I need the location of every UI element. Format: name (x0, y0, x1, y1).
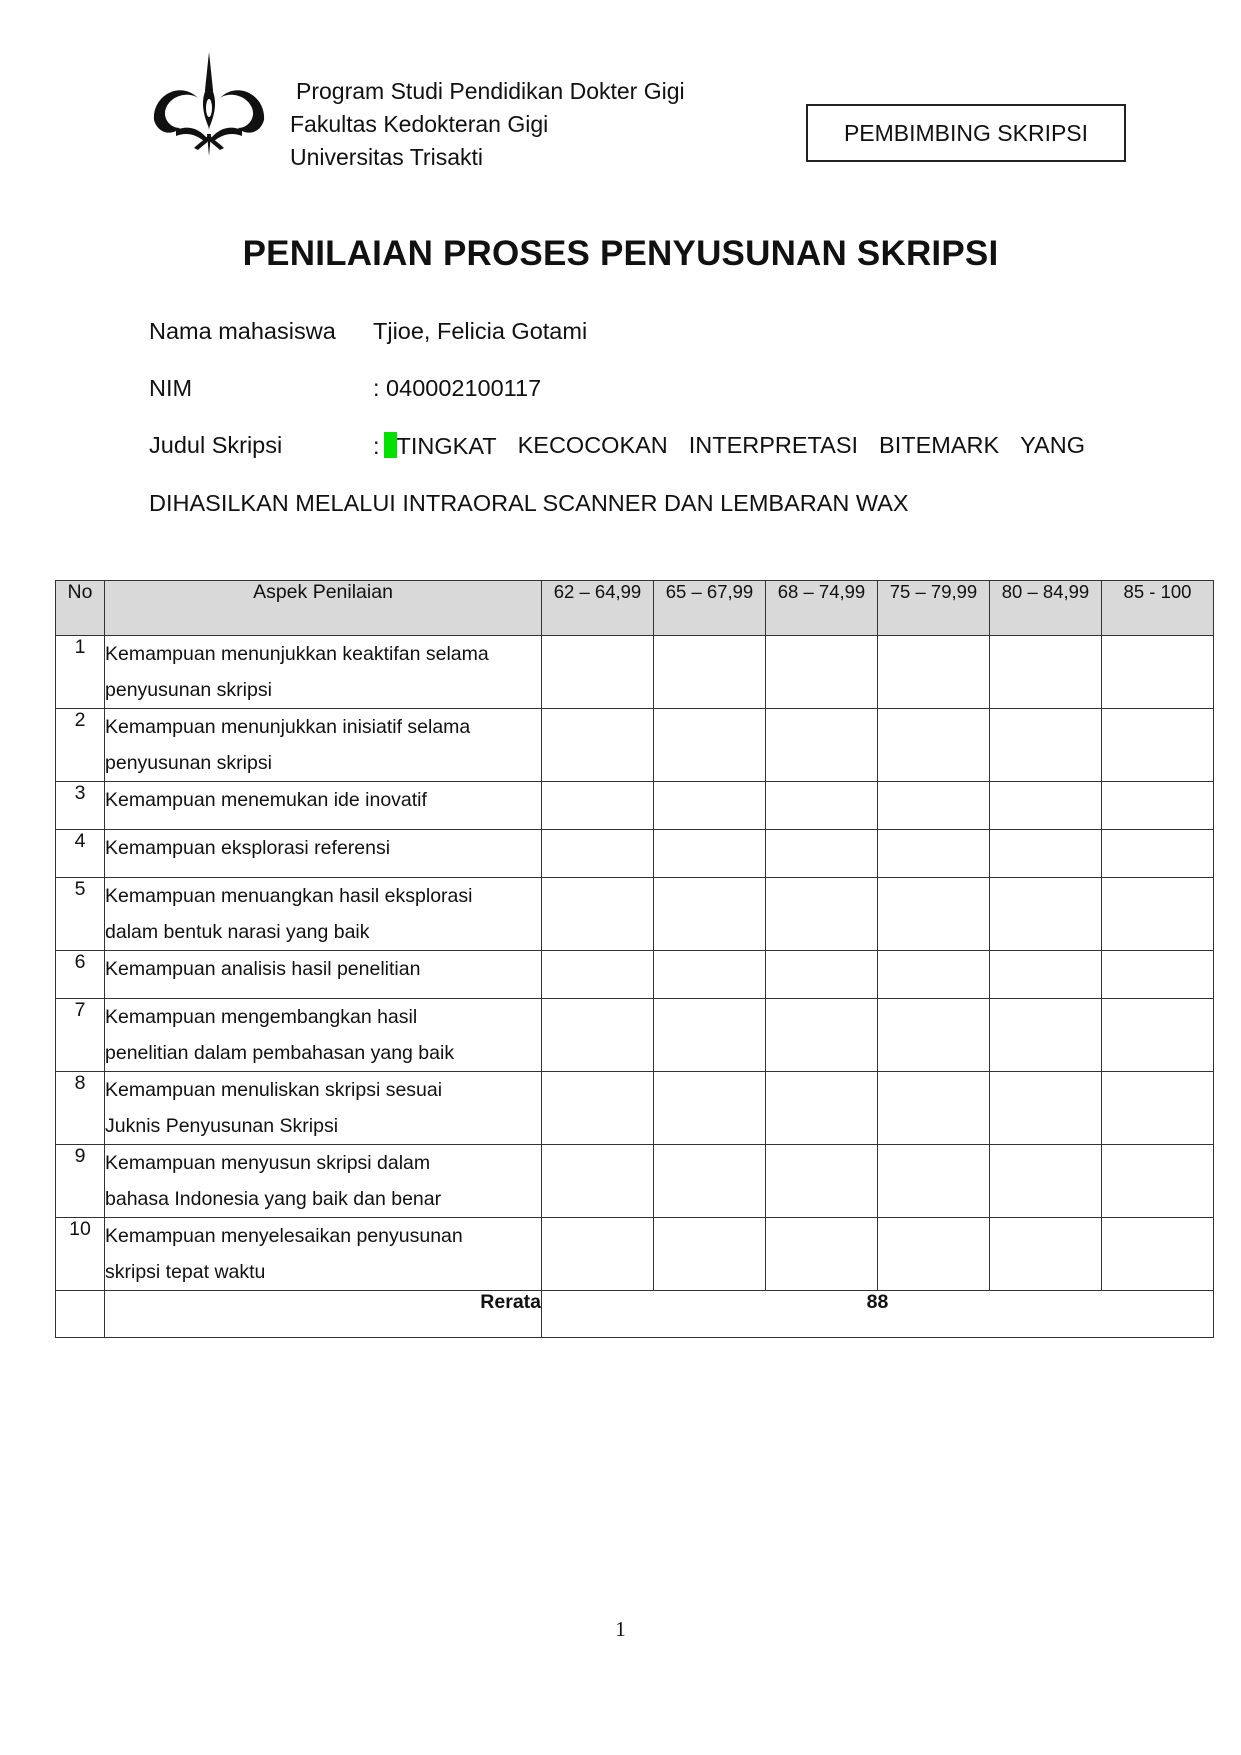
score-cell (766, 878, 878, 951)
score-cell (766, 1145, 878, 1218)
table-row (56, 636, 1214, 709)
aspek-line: skripsi tepat waktu (105, 1261, 266, 1283)
score-cell (1102, 878, 1214, 951)
table-header-row (56, 581, 1214, 636)
score-cell (654, 999, 766, 1072)
col-header-range: 68 – 74,99 (766, 581, 878, 636)
judul-colon: : (373, 433, 380, 459)
score-cell (1102, 1145, 1214, 1218)
score-cell (1102, 830, 1214, 878)
row-aspek (105, 782, 542, 830)
aspek-line: Kemampuan menyelesaikan penyusunan (105, 1225, 463, 1247)
score-cell (1102, 951, 1214, 999)
score-cell (766, 1072, 878, 1145)
table-row (56, 1218, 1214, 1291)
university-name: Universitas Trisakti (290, 144, 483, 170)
row-number: 1 (56, 636, 105, 709)
table-row (56, 1145, 1214, 1218)
score-cell (766, 1218, 878, 1291)
rerata-value: 88 (542, 1291, 1214, 1338)
row-number: 5 (56, 878, 105, 951)
aspek-line: Kemampuan analisis hasil penelitian (105, 958, 421, 980)
row-aspek (105, 1218, 542, 1291)
judul-label: Judul Skripsi (149, 432, 283, 458)
row-number: 7 (56, 999, 105, 1072)
row-aspek (105, 878, 542, 951)
assessment-table (55, 580, 1214, 1338)
aspek-line: penelitian dalam pembahasan yang baik (105, 1042, 455, 1064)
score-cell (990, 1218, 1102, 1291)
table-row (56, 1072, 1214, 1145)
aspek-line: bahasa Indonesia yang baik dan benar (105, 1188, 442, 1210)
score-cell (542, 999, 654, 1072)
aspek-line: Juknis Penyusunan Skripsi (105, 1115, 339, 1137)
table-row (56, 782, 1214, 830)
row-number: 9 (56, 1145, 105, 1218)
rerata-label: Rerata (105, 1291, 542, 1338)
score-cell (990, 951, 1102, 999)
table-row (56, 951, 1214, 999)
table-row (56, 709, 1214, 782)
row-aspek (105, 636, 542, 709)
score-cell (542, 1145, 654, 1218)
score-cell (542, 1218, 654, 1291)
score-cell (1102, 999, 1214, 1072)
col-header-range: 80 – 84,99 (990, 581, 1102, 636)
col-header-range: 85 - 100 (1102, 581, 1214, 636)
role-box: PEMBIMBING SKRIPSI (806, 104, 1126, 162)
program-name: Program Studi Pendidikan Dokter Gigi (296, 78, 685, 104)
score-cell (766, 999, 878, 1072)
aspek-line: Kemampuan eksplorasi referensi (105, 837, 391, 859)
score-cell (542, 878, 654, 951)
rerata-empty-cell (56, 1291, 105, 1338)
score-cell (654, 951, 766, 999)
score-cell (1102, 709, 1214, 782)
text-highlight-mark (384, 432, 397, 458)
aspek-line: Kemampuan menuangkan hasil eksplorasi (105, 885, 473, 907)
judul-first (373, 432, 497, 460)
row-number: 4 (56, 830, 105, 878)
col-header-range: 65 – 67,99 (654, 581, 766, 636)
row-number: 2 (56, 709, 105, 782)
rerata-row (56, 1291, 1214, 1338)
aspek-line: Kemampuan menunjukkan keaktifan selama (105, 643, 489, 665)
judul-word: YANG (1020, 432, 1085, 458)
student-name-label: Nama mahasiswa (149, 318, 336, 344)
score-cell (766, 782, 878, 830)
score-cell (990, 782, 1102, 830)
score-cell (654, 878, 766, 951)
nim-value: : 040002100117 (373, 375, 542, 401)
score-cell (990, 1145, 1102, 1218)
score-cell (878, 878, 990, 951)
row-aspek (105, 951, 542, 999)
judul-line-2: DIHASILKAN MELALUI INTRAORAL SCANNER DAN LEMBARAN WAX (149, 490, 909, 516)
score-cell (654, 636, 766, 709)
row-number: 6 (56, 951, 105, 999)
score-cell (766, 636, 878, 709)
aspek-line: Kemampuan mengembangkan hasil (105, 1006, 418, 1028)
row-aspek (105, 1145, 542, 1218)
row-number: 3 (56, 782, 105, 830)
score-cell (1102, 636, 1214, 709)
score-cell (654, 1145, 766, 1218)
page-title: PENILAIAN PROSES PENYUSUNAN SKRIPSI (242, 234, 999, 273)
score-cell (654, 709, 766, 782)
aspek-line: penyusunan skripsi (105, 752, 272, 774)
score-cell (542, 951, 654, 999)
score-cell (878, 830, 990, 878)
aspek-line: Kemampuan menemukan ide inovatif (105, 789, 427, 811)
score-cell (1102, 782, 1214, 830)
score-cell (542, 830, 654, 878)
row-aspek (105, 709, 542, 782)
judul-word: BITEMARK (879, 432, 1000, 458)
table-row (56, 999, 1214, 1072)
col-header-aspek: Aspek Penilaian (105, 581, 542, 636)
score-cell (990, 878, 1102, 951)
institution-block (290, 75, 685, 174)
aspek-line: dalam bentuk narasi yang baik (105, 921, 370, 943)
score-cell (1102, 1072, 1214, 1145)
score-cell (654, 1218, 766, 1291)
score-cell (766, 951, 878, 999)
score-cell (1102, 1218, 1214, 1291)
aspek-line: Kemampuan menyusun skripsi dalam (105, 1152, 431, 1174)
page-number: 1 (615, 1617, 626, 1641)
score-cell (654, 1072, 766, 1145)
nim-label: NIM (149, 375, 193, 401)
aspek-line: penyusunan skripsi (105, 679, 272, 701)
score-cell (542, 782, 654, 830)
score-cell (878, 636, 990, 709)
score-cell (878, 1145, 990, 1218)
score-cell (542, 636, 654, 709)
table-row (56, 830, 1214, 878)
score-cell (878, 1218, 990, 1291)
score-cell (654, 830, 766, 878)
score-cell (542, 1072, 654, 1145)
judul-line-1 (373, 432, 1085, 460)
score-cell (990, 1072, 1102, 1145)
student-name-value: Tjioe, Felicia Gotami (373, 318, 588, 344)
score-cell (990, 999, 1102, 1072)
score-cell (990, 636, 1102, 709)
score-cell (766, 709, 878, 782)
university-emblem-icon (150, 50, 268, 158)
judul-word: TINGKAT (396, 433, 497, 459)
row-number: 8 (56, 1072, 105, 1145)
col-header-range: 62 – 64,99 (542, 581, 654, 636)
score-cell (542, 709, 654, 782)
score-cell (878, 999, 990, 1072)
row-aspek (105, 1072, 542, 1145)
table-row (56, 878, 1214, 951)
score-cell (878, 709, 990, 782)
col-header-range: 75 – 79,99 (878, 581, 990, 636)
aspek-line: Kemampuan menunjukkan inisiatif selama (105, 716, 471, 738)
faculty-name: Fakultas Kedokteran Gigi (290, 111, 549, 137)
judul-word: INTERPRETASI (688, 432, 859, 458)
score-cell (878, 782, 990, 830)
score-cell (766, 830, 878, 878)
row-aspek (105, 830, 542, 878)
judul-word: KECOCOKAN (517, 432, 668, 458)
row-aspek (105, 999, 542, 1072)
row-number: 10 (56, 1218, 105, 1291)
aspek-line: Kemampuan menuliskan skripsi sesuai (105, 1079, 443, 1101)
score-cell (878, 951, 990, 999)
score-cell (990, 830, 1102, 878)
score-cell (990, 709, 1102, 782)
col-header-no: No (56, 581, 105, 636)
score-cell (654, 782, 766, 830)
score-cell (878, 1072, 990, 1145)
